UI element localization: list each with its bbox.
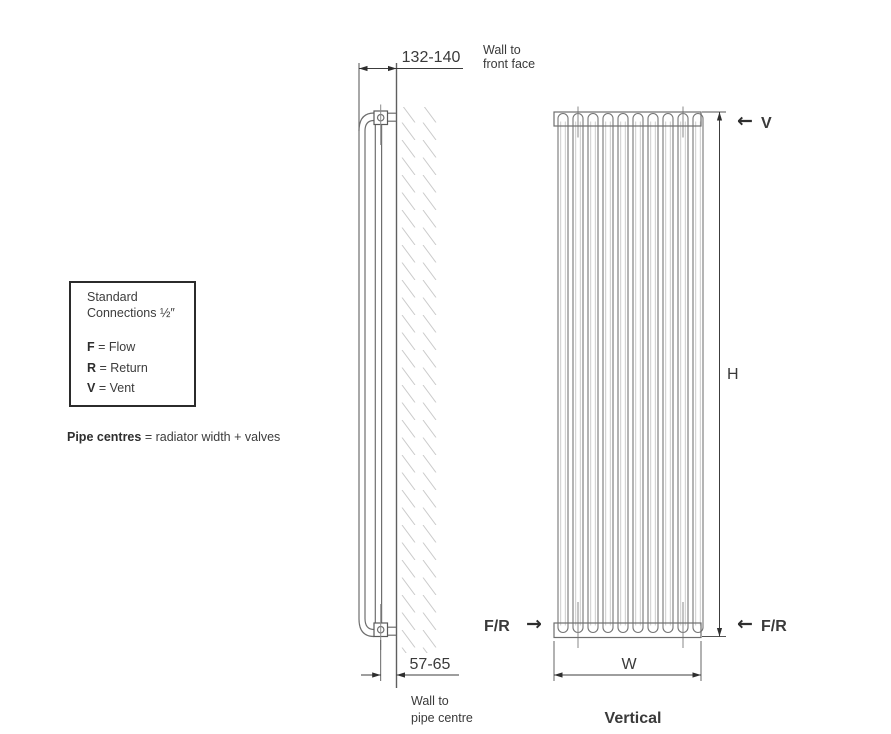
radiator-tube bbox=[693, 114, 703, 633]
legend-value: Vent bbox=[109, 381, 135, 395]
legend-entry-vent bbox=[87, 381, 188, 402]
arrowhead-right-icon bbox=[388, 66, 397, 71]
arrowhead-down-icon bbox=[717, 628, 722, 637]
radiator-tube bbox=[648, 114, 658, 633]
top-dimension-label-line1: Wall to bbox=[483, 43, 521, 57]
radiator-tube bbox=[603, 114, 613, 633]
arrow-left-icon: ← bbox=[737, 110, 753, 132]
legend-value: Flow bbox=[108, 340, 136, 354]
radiator-tube bbox=[558, 114, 568, 633]
legend-sep: = bbox=[94, 340, 109, 354]
dimension-wall-to-front-face bbox=[359, 43, 535, 71]
radiator-tube bbox=[588, 114, 598, 633]
front-view-caption: Vertical bbox=[604, 710, 662, 727]
top-dimension-value: 132-140 bbox=[401, 49, 461, 66]
dimension-height bbox=[702, 112, 739, 637]
legend-title-line1: Standard bbox=[87, 290, 138, 304]
radiator-tubes bbox=[558, 107, 703, 649]
legend-key: F bbox=[87, 340, 95, 354]
legend-key: R bbox=[87, 360, 97, 375]
pipe-centres-note bbox=[67, 430, 280, 444]
legend-entry-return bbox=[87, 361, 188, 382]
arrowhead-left-icon bbox=[359, 66, 368, 71]
width-dimension-label: W bbox=[621, 656, 637, 673]
arrowhead-left-icon bbox=[397, 672, 406, 677]
legend-entries bbox=[87, 340, 188, 402]
radiator-tube bbox=[633, 114, 643, 633]
flow-return-left-label: F/R bbox=[484, 618, 510, 635]
radiator-tube bbox=[573, 114, 583, 633]
arrow-right-icon: → bbox=[526, 613, 542, 635]
legend-key: V bbox=[87, 381, 96, 395]
note-rest-text: = radiator width + valves bbox=[141, 430, 281, 444]
bottom-dimension-label-line1: Wall to bbox=[411, 694, 449, 708]
front-view bbox=[484, 107, 787, 728]
legend-sep: = bbox=[96, 360, 111, 375]
flow-return-right-label: F/R bbox=[761, 618, 787, 635]
bottom-dimension-value: 57-65 bbox=[409, 656, 451, 673]
arrowhead-right-icon bbox=[693, 672, 702, 677]
radiator-tube bbox=[663, 114, 673, 633]
bottom-dimension-label-line2: pipe centre bbox=[411, 711, 473, 725]
arrowhead-up-icon bbox=[717, 112, 722, 121]
arrowhead-right-icon bbox=[372, 672, 381, 677]
legend-value: Return bbox=[110, 360, 148, 375]
legend-box bbox=[69, 281, 196, 407]
radiator-tube bbox=[678, 114, 688, 633]
profile-outer-top-curve bbox=[359, 113, 374, 131]
vent-label: V bbox=[761, 115, 772, 132]
dimension-width bbox=[554, 641, 701, 681]
profile-inner-edge bbox=[365, 121, 374, 630]
legend-sep: = bbox=[95, 381, 110, 395]
radiator-tube bbox=[618, 114, 628, 633]
arrow-left-icon: ← bbox=[737, 613, 753, 635]
legend-entry-flow bbox=[87, 340, 188, 361]
wall-hatching bbox=[398, 107, 439, 653]
top-dimension-label-line2: front face bbox=[483, 57, 536, 71]
legend-title-line2: Connections ½″ bbox=[87, 305, 175, 320]
arrowhead-left-icon bbox=[554, 672, 563, 677]
height-dimension-label: H bbox=[727, 366, 739, 383]
note-bold-text: Pipe centres bbox=[67, 430, 142, 444]
profile-outer-bottom-curve bbox=[359, 619, 374, 637]
